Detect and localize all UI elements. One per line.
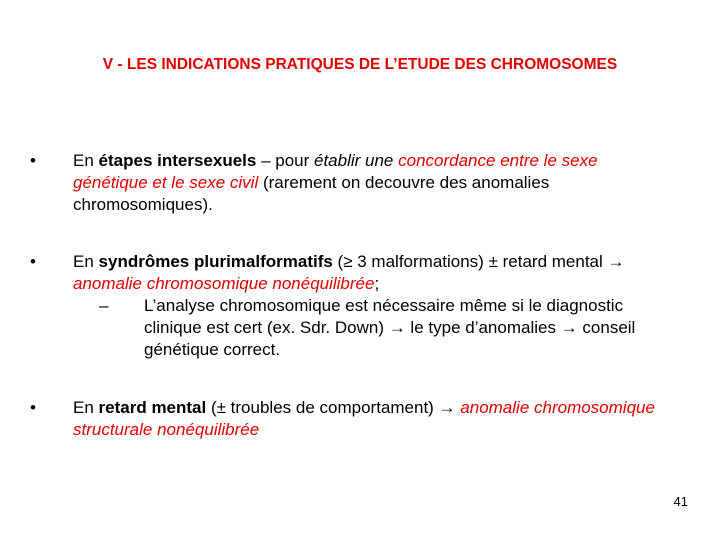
bullet-text-part: (≥ 3 malformations) ± retard mental → [332, 252, 625, 271]
bullet-text-part: En [73, 398, 99, 417]
bullet-keyword: syndrômes plurimalformatifs [98, 252, 333, 271]
bullet-text-part: ; [374, 274, 380, 293]
sub-bullet-dash: – [99, 296, 109, 315]
bullet-dot: • [30, 252, 36, 271]
bullet-highlight: concordance entre le sexe génétique et le sexe civil [73, 151, 598, 192]
bullet-keyword: étapes intersexuels [98, 151, 257, 170]
bullet-keyword: retard mental [98, 398, 207, 417]
bullet-highlight: anomalie chromosomique nonéquilibrée [73, 274, 375, 293]
sub-bullet-text: L’analyse chromosomique est nécessaire même si le diagnostic clinique est cert (ex. Sdr. Down) → le type d’anomalies → conseil génétique correct. [144, 296, 636, 359]
slide-title: V - LES INDICATIONS PRATIQUES DE L’ETUDE DES CHROMOSOMES [102, 56, 618, 73]
bullet-dot: • [30, 398, 36, 417]
bullet-highlight: anomalie chromosomique structurale nonéquilibrée [73, 398, 655, 439]
bullet-text [73, 251, 670, 295]
bullet-text [73, 150, 670, 216]
bullet-text [73, 397, 670, 441]
bullet-item-intersex [30, 150, 670, 216]
bullet-item-syndromes [30, 251, 670, 361]
bullet-text-part: En [73, 252, 99, 271]
bullet-dot: • [30, 151, 36, 170]
page-number: 41 [673, 494, 688, 509]
bullet-item-mental-retardation [30, 397, 670, 441]
bullet-italic-text: établir une [314, 151, 394, 170]
bullet-text-part: (± troubles de comportament) → [206, 398, 461, 417]
bullet-text-part: – pour [256, 151, 314, 170]
bullet-text-part: (rarement on decouvre des anomalies chromosomiques). [73, 173, 550, 214]
bullet-text-part: En [73, 151, 99, 170]
sub-bullet [73, 295, 670, 361]
